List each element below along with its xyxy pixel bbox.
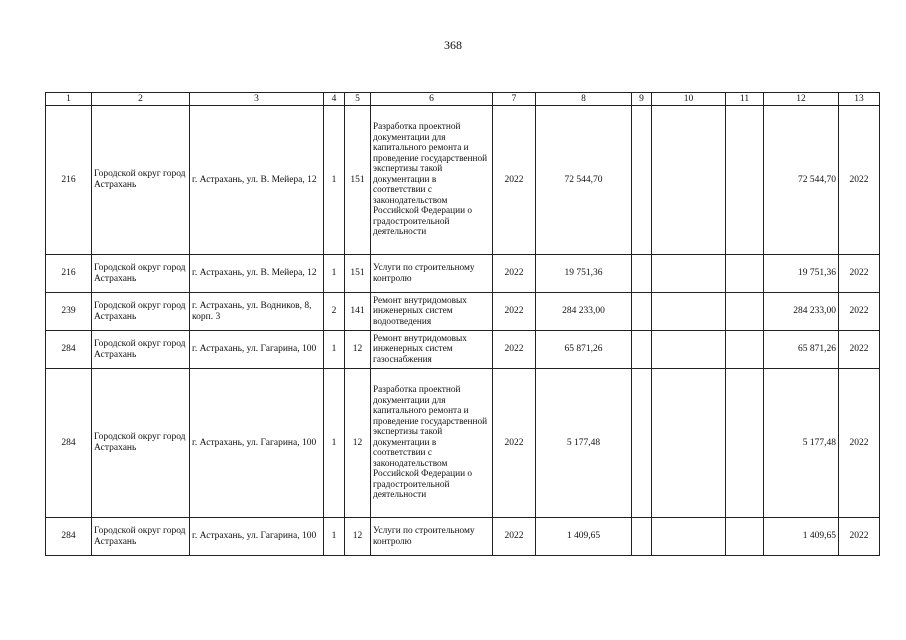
cell-col9 <box>632 293 652 331</box>
cell-year: 2022 <box>493 369 536 518</box>
cell-end-year: 2022 <box>839 106 880 255</box>
column-header-3: 3 <box>190 93 324 106</box>
column-header-8: 8 <box>536 93 632 106</box>
column-header-9: 9 <box>632 93 652 106</box>
cell-cost: 1 409,65 <box>536 518 632 556</box>
cell-cost: 19 751,36 <box>536 255 632 293</box>
cell-col11 <box>726 293 764 331</box>
column-header-4: 4 <box>324 93 345 106</box>
cell-municipality: Городской округ город Астрахань <box>92 331 190 369</box>
cell-col4: 1 <box>324 331 345 369</box>
cell-col10 <box>652 255 726 293</box>
cell-col11 <box>726 518 764 556</box>
cell-col9 <box>632 518 652 556</box>
column-header-12: 12 <box>764 93 839 106</box>
cell-year: 2022 <box>493 331 536 369</box>
cell-municipality: Городской округ город Астрахань <box>92 369 190 518</box>
cell-col4: 2 <box>324 293 345 331</box>
cell-col9 <box>632 369 652 518</box>
cell-municipality: Городской округ город Астрахань <box>92 255 190 293</box>
cell-end-year: 2022 <box>839 518 880 556</box>
cell-number: 239 <box>46 293 92 331</box>
cell-municipality: Городской округ город Астрахань <box>92 106 190 255</box>
cell-total: 19 751,36 <box>764 255 839 293</box>
cell-col5: 12 <box>345 369 371 518</box>
column-header-2: 2 <box>92 93 190 106</box>
cell-number: 216 <box>46 255 92 293</box>
cell-col10 <box>652 106 726 255</box>
cell-col11 <box>726 369 764 518</box>
cell-col5: 12 <box>345 331 371 369</box>
cell-municipality: Городской округ город Астрахань <box>92 293 190 331</box>
cell-number: 284 <box>46 518 92 556</box>
cell-year: 2022 <box>493 106 536 255</box>
cell-number: 284 <box>46 369 92 518</box>
cell-col10 <box>652 518 726 556</box>
cell-col11 <box>726 331 764 369</box>
column-header-7: 7 <box>493 93 536 106</box>
cell-work-type: Услуги по строительному контролю <box>371 518 493 556</box>
cell-col9 <box>632 106 652 255</box>
cell-col11 <box>726 106 764 255</box>
cell-col9 <box>632 255 652 293</box>
table-row <box>46 106 880 255</box>
cell-col5: 151 <box>345 255 371 293</box>
cell-work-type: Ремонт внутридомовых инженерных систем газоснабжения <box>371 331 493 369</box>
cell-total: 284 233,00 <box>764 293 839 331</box>
cell-work-type: Разработка проектной документации для капитального ремонта и проведение государственной экспертизы такой документации в соответствии с законодательством Российской Федерации о градостроительной деятельности <box>371 369 493 518</box>
cell-address: г. Астрахань, ул. Гагарина, 100 <box>190 518 324 556</box>
cell-work-type: Разработка проектной документации для капитального ремонта и проведение государственной экспертизы такой документации в соответствии с законодательством Российской Федерации о градостроительной деятельности <box>371 106 493 255</box>
cell-cost: 284 233,00 <box>536 293 632 331</box>
cell-cost: 72 544,70 <box>536 106 632 255</box>
cell-total: 65 871,26 <box>764 331 839 369</box>
table-row <box>46 293 880 331</box>
cell-address: г. Астрахань, ул. Водников, 8, корп. 3 <box>190 293 324 331</box>
cell-year: 2022 <box>493 518 536 556</box>
column-header-1: 1 <box>46 93 92 106</box>
cell-col10 <box>652 293 726 331</box>
cell-cost: 5 177,48 <box>536 369 632 518</box>
table-row <box>46 518 880 556</box>
cell-col10 <box>652 331 726 369</box>
cell-col10 <box>652 369 726 518</box>
cell-col5: 151 <box>345 106 371 255</box>
cell-address: г. Астрахань, ул. В. Мейера, 12 <box>190 106 324 255</box>
table-row <box>46 255 880 293</box>
cell-col4: 1 <box>324 369 345 518</box>
cell-address: г. Астрахань, ул. Гагарина, 100 <box>190 331 324 369</box>
cell-work-type: Ремонт внутридомовых инженерных систем водоотведения <box>371 293 493 331</box>
cell-end-year: 2022 <box>839 293 880 331</box>
cell-col4: 1 <box>324 518 345 556</box>
repair-program-table <box>45 92 880 556</box>
cell-total: 72 544,70 <box>764 106 839 255</box>
cell-address: г. Астрахань, ул. Гагарина, 100 <box>190 369 324 518</box>
cell-total: 1 409,65 <box>764 518 839 556</box>
cell-year: 2022 <box>493 255 536 293</box>
cell-col4: 1 <box>324 255 345 293</box>
cell-col5: 141 <box>345 293 371 331</box>
cell-end-year: 2022 <box>839 369 880 518</box>
cell-col9 <box>632 331 652 369</box>
column-header-6: 6 <box>371 93 493 106</box>
cell-col11 <box>726 255 764 293</box>
cell-col4: 1 <box>324 106 345 255</box>
cell-cost: 65 871,26 <box>536 331 632 369</box>
cell-total: 5 177,48 <box>764 369 839 518</box>
cell-end-year: 2022 <box>839 255 880 293</box>
cell-number: 216 <box>46 106 92 255</box>
page-number: 368 <box>444 38 462 52</box>
table-row <box>46 369 880 518</box>
column-header-13: 13 <box>839 93 880 106</box>
cell-municipality: Городской округ город Астрахань <box>92 518 190 556</box>
cell-end-year: 2022 <box>839 331 880 369</box>
cell-work-type: Услуги по строительному контролю <box>371 255 493 293</box>
cell-col5: 12 <box>345 518 371 556</box>
cell-address: г. Астрахань, ул. В. Мейера, 12 <box>190 255 324 293</box>
cell-number: 284 <box>46 331 92 369</box>
column-header-5: 5 <box>345 93 371 106</box>
header-row <box>46 93 880 106</box>
table-row <box>46 331 880 369</box>
cell-year: 2022 <box>493 293 536 331</box>
column-header-10: 10 <box>652 93 726 106</box>
column-header-11: 11 <box>726 93 764 106</box>
